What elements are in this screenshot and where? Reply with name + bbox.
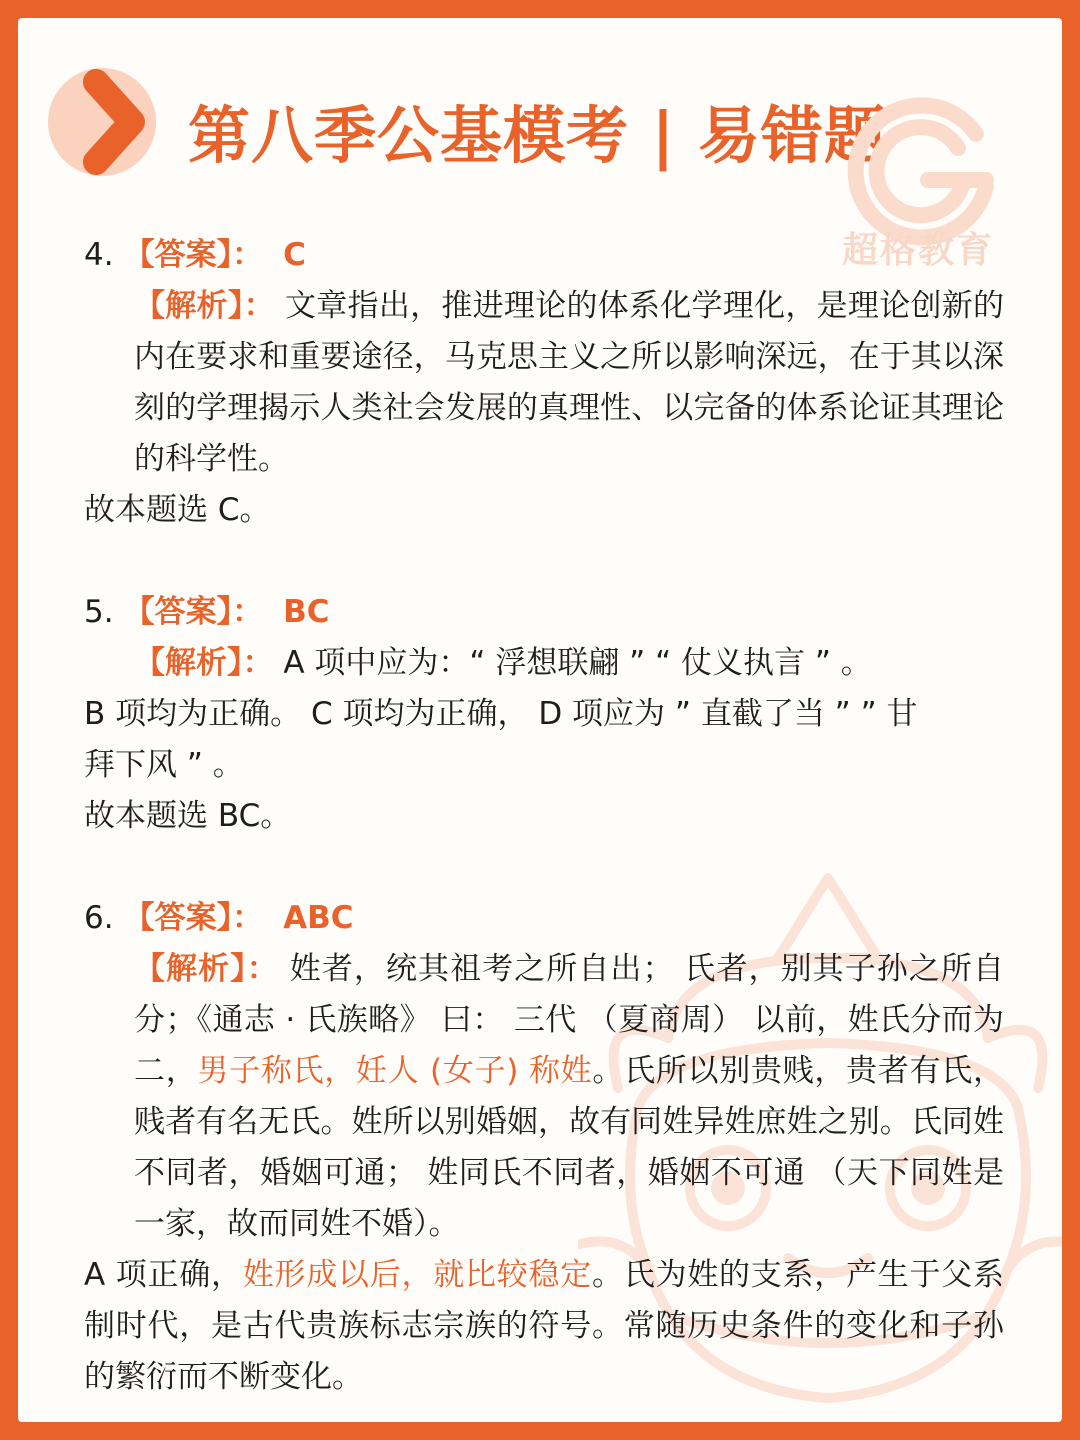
question-6 (84, 893, 1004, 1403)
question-number: 6. (84, 900, 114, 936)
analysis-line-3: 拜下风 ” 。 (84, 747, 244, 783)
question-number: 5. (84, 594, 114, 630)
chevron-right-icon (48, 56, 156, 188)
question-number: 4. (84, 237, 114, 273)
analysis-line-1 (84, 638, 1004, 689)
analysis-label: 【解析】： (134, 951, 279, 987)
answer-line (84, 893, 1004, 944)
answer-label: 【答案】： (123, 900, 264, 936)
conclusion: 故本题选 BC。 (84, 798, 292, 834)
option-a-prefix: A 项正确， (84, 1257, 243, 1293)
analysis-label: 【解析】： (134, 645, 274, 681)
answer-label: 【答案】： (123, 237, 264, 273)
analysis-label: 【解析】： (134, 288, 275, 324)
option-a-text: 。氏为姓的支系，产生于父系制时代，是古代贵族标志宗族的符号。常随历史条件的变化和子孙的繁衍而不断变化。 (84, 1257, 1005, 1395)
conclusion: 故本题选 C。 (84, 492, 271, 528)
option-a-paragraph (84, 1250, 1004, 1403)
analysis-line-2: B 项均为正确。 C 项均为正确， D 项应为 ” 直截了当 ” ” 甘 (84, 696, 918, 732)
logo-text: 超格教育 (842, 230, 995, 271)
highlight-text: 姓形成以后，就比较稳定 (242, 1257, 593, 1293)
answer-value: ABC (283, 900, 354, 936)
page-title: 第八季公基模考 | 易错题 (188, 99, 887, 172)
answer-line (84, 587, 1004, 638)
answer-value: C (283, 237, 306, 273)
answer-line (84, 230, 1004, 281)
page-card (18, 18, 1062, 1422)
analysis-text-continued: 。氏所以别贵贱，贵者有氏，贱者有名无氏。姓所以别婚姻，故有同姓异姓庶姓之别。氏同姓不同者，婚姻可通； 姓同氏不同者，婚姻不可通 （天下同姓是一家，故而同姓不婚）。 (134, 1053, 1005, 1242)
analysis-text: A 项中应为：“ 浮想联翩 ” “ 仗义执言 ” 。 (283, 645, 872, 681)
analysis-text: 姓者，统其祖考之所自出； 氏者，别其子孙之所自分；《通志 · 氏族略》 曰： 三代 （夏商周） 以前，姓氏分而为二， (134, 951, 1005, 1089)
analysis-text: 文章指出，推进理论的体系化学理化，是理论创新的内在要求和重要途径，马克思主义之所以影响深远，在于其以深刻的学理揭示人类社会发展的真理性、以完备的体系论证其理论的科学性。 (134, 288, 1005, 477)
highlight-text: 男子称氏，妊人 (女子) 称姓 (197, 1053, 593, 1089)
answer-value: BC (283, 594, 330, 630)
answer-label: 【答案】： (123, 594, 264, 630)
question-5 (84, 587, 1004, 842)
question-4 (84, 230, 1004, 536)
analysis-paragraph (84, 944, 1004, 1250)
answer-list (84, 230, 1004, 1422)
analysis-paragraph (84, 281, 1004, 485)
